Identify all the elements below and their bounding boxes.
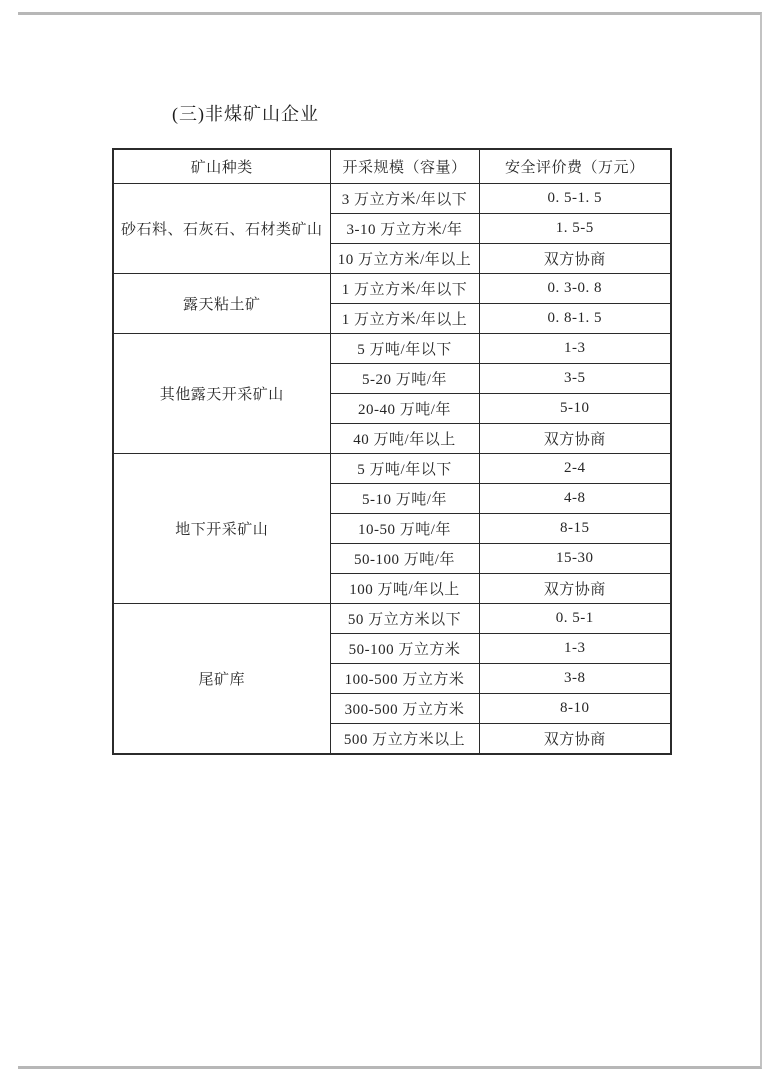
fee-cell: 0. 5-1 bbox=[479, 604, 671, 634]
fee-cell: 2-4 bbox=[479, 454, 671, 484]
fee-cell: 1-3 bbox=[479, 634, 671, 664]
category-cell: 地下开采矿山 bbox=[113, 454, 330, 604]
fee-cell: 8-15 bbox=[479, 514, 671, 544]
fee-cell: 双方协商 bbox=[479, 574, 671, 604]
column-header-mine-type: 矿山种类 bbox=[113, 149, 330, 184]
scale-cell: 3-10 万立方米/年 bbox=[330, 214, 479, 244]
fee-cell: 15-30 bbox=[479, 544, 671, 574]
scale-cell: 5-20 万吨/年 bbox=[330, 364, 479, 394]
table-row bbox=[113, 604, 671, 634]
category-cell: 其他露天开采矿山 bbox=[113, 334, 330, 454]
column-header-fee: 安全评价费（万元） bbox=[479, 149, 671, 184]
fee-cell: 0. 5-1. 5 bbox=[479, 184, 671, 214]
scale-cell: 50-100 万立方米 bbox=[330, 634, 479, 664]
scale-cell: 50 万立方米以下 bbox=[330, 604, 479, 634]
scale-cell: 1 万立方米/年以下 bbox=[330, 274, 479, 304]
fee-cell: 5-10 bbox=[479, 394, 671, 424]
fee-cell: 双方协商 bbox=[479, 724, 671, 755]
fee-cell: 8-10 bbox=[479, 694, 671, 724]
table-row bbox=[113, 454, 671, 484]
fee-cell: 0. 8-1. 5 bbox=[479, 304, 671, 334]
fee-cell: 双方协商 bbox=[479, 244, 671, 274]
scale-cell: 10 万立方米/年以上 bbox=[330, 244, 479, 274]
table-row bbox=[113, 334, 671, 364]
fee-cell: 双方协商 bbox=[479, 424, 671, 454]
safety-fee-table bbox=[112, 148, 672, 755]
scale-cell: 100-500 万立方米 bbox=[330, 664, 479, 694]
scale-cell: 5 万吨/年以下 bbox=[330, 334, 479, 364]
fee-cell: 4-8 bbox=[479, 484, 671, 514]
table-header-row bbox=[113, 149, 671, 184]
scale-cell: 5-10 万吨/年 bbox=[330, 484, 479, 514]
scale-cell: 40 万吨/年以上 bbox=[330, 424, 479, 454]
scale-cell: 50-100 万吨/年 bbox=[330, 544, 479, 574]
table-row bbox=[113, 184, 671, 214]
scale-cell: 100 万吨/年以上 bbox=[330, 574, 479, 604]
section-title: (三)非煤矿山企业 bbox=[172, 104, 319, 124]
category-cell: 露天粘土矿 bbox=[113, 274, 330, 334]
scale-cell: 1 万立方米/年以上 bbox=[330, 304, 479, 334]
category-cell: 砂石料、石灰石、石材类矿山 bbox=[113, 184, 330, 274]
fee-cell: 3-5 bbox=[479, 364, 671, 394]
column-header-scale: 开采规模（容量） bbox=[330, 149, 479, 184]
scale-cell: 300-500 万立方米 bbox=[330, 694, 479, 724]
table-row bbox=[113, 274, 671, 304]
fee-cell: 0. 3-0. 8 bbox=[479, 274, 671, 304]
scale-cell: 5 万吨/年以下 bbox=[330, 454, 479, 484]
fee-cell: 3-8 bbox=[479, 664, 671, 694]
scale-cell: 10-50 万吨/年 bbox=[330, 514, 479, 544]
fee-cell: 1-3 bbox=[479, 334, 671, 364]
scale-cell: 500 万立方米以上 bbox=[330, 724, 479, 755]
scale-cell: 20-40 万吨/年 bbox=[330, 394, 479, 424]
category-cell: 尾矿库 bbox=[113, 604, 330, 755]
scale-cell: 3 万立方米/年以下 bbox=[330, 184, 479, 214]
fee-cell: 1. 5-5 bbox=[479, 214, 671, 244]
